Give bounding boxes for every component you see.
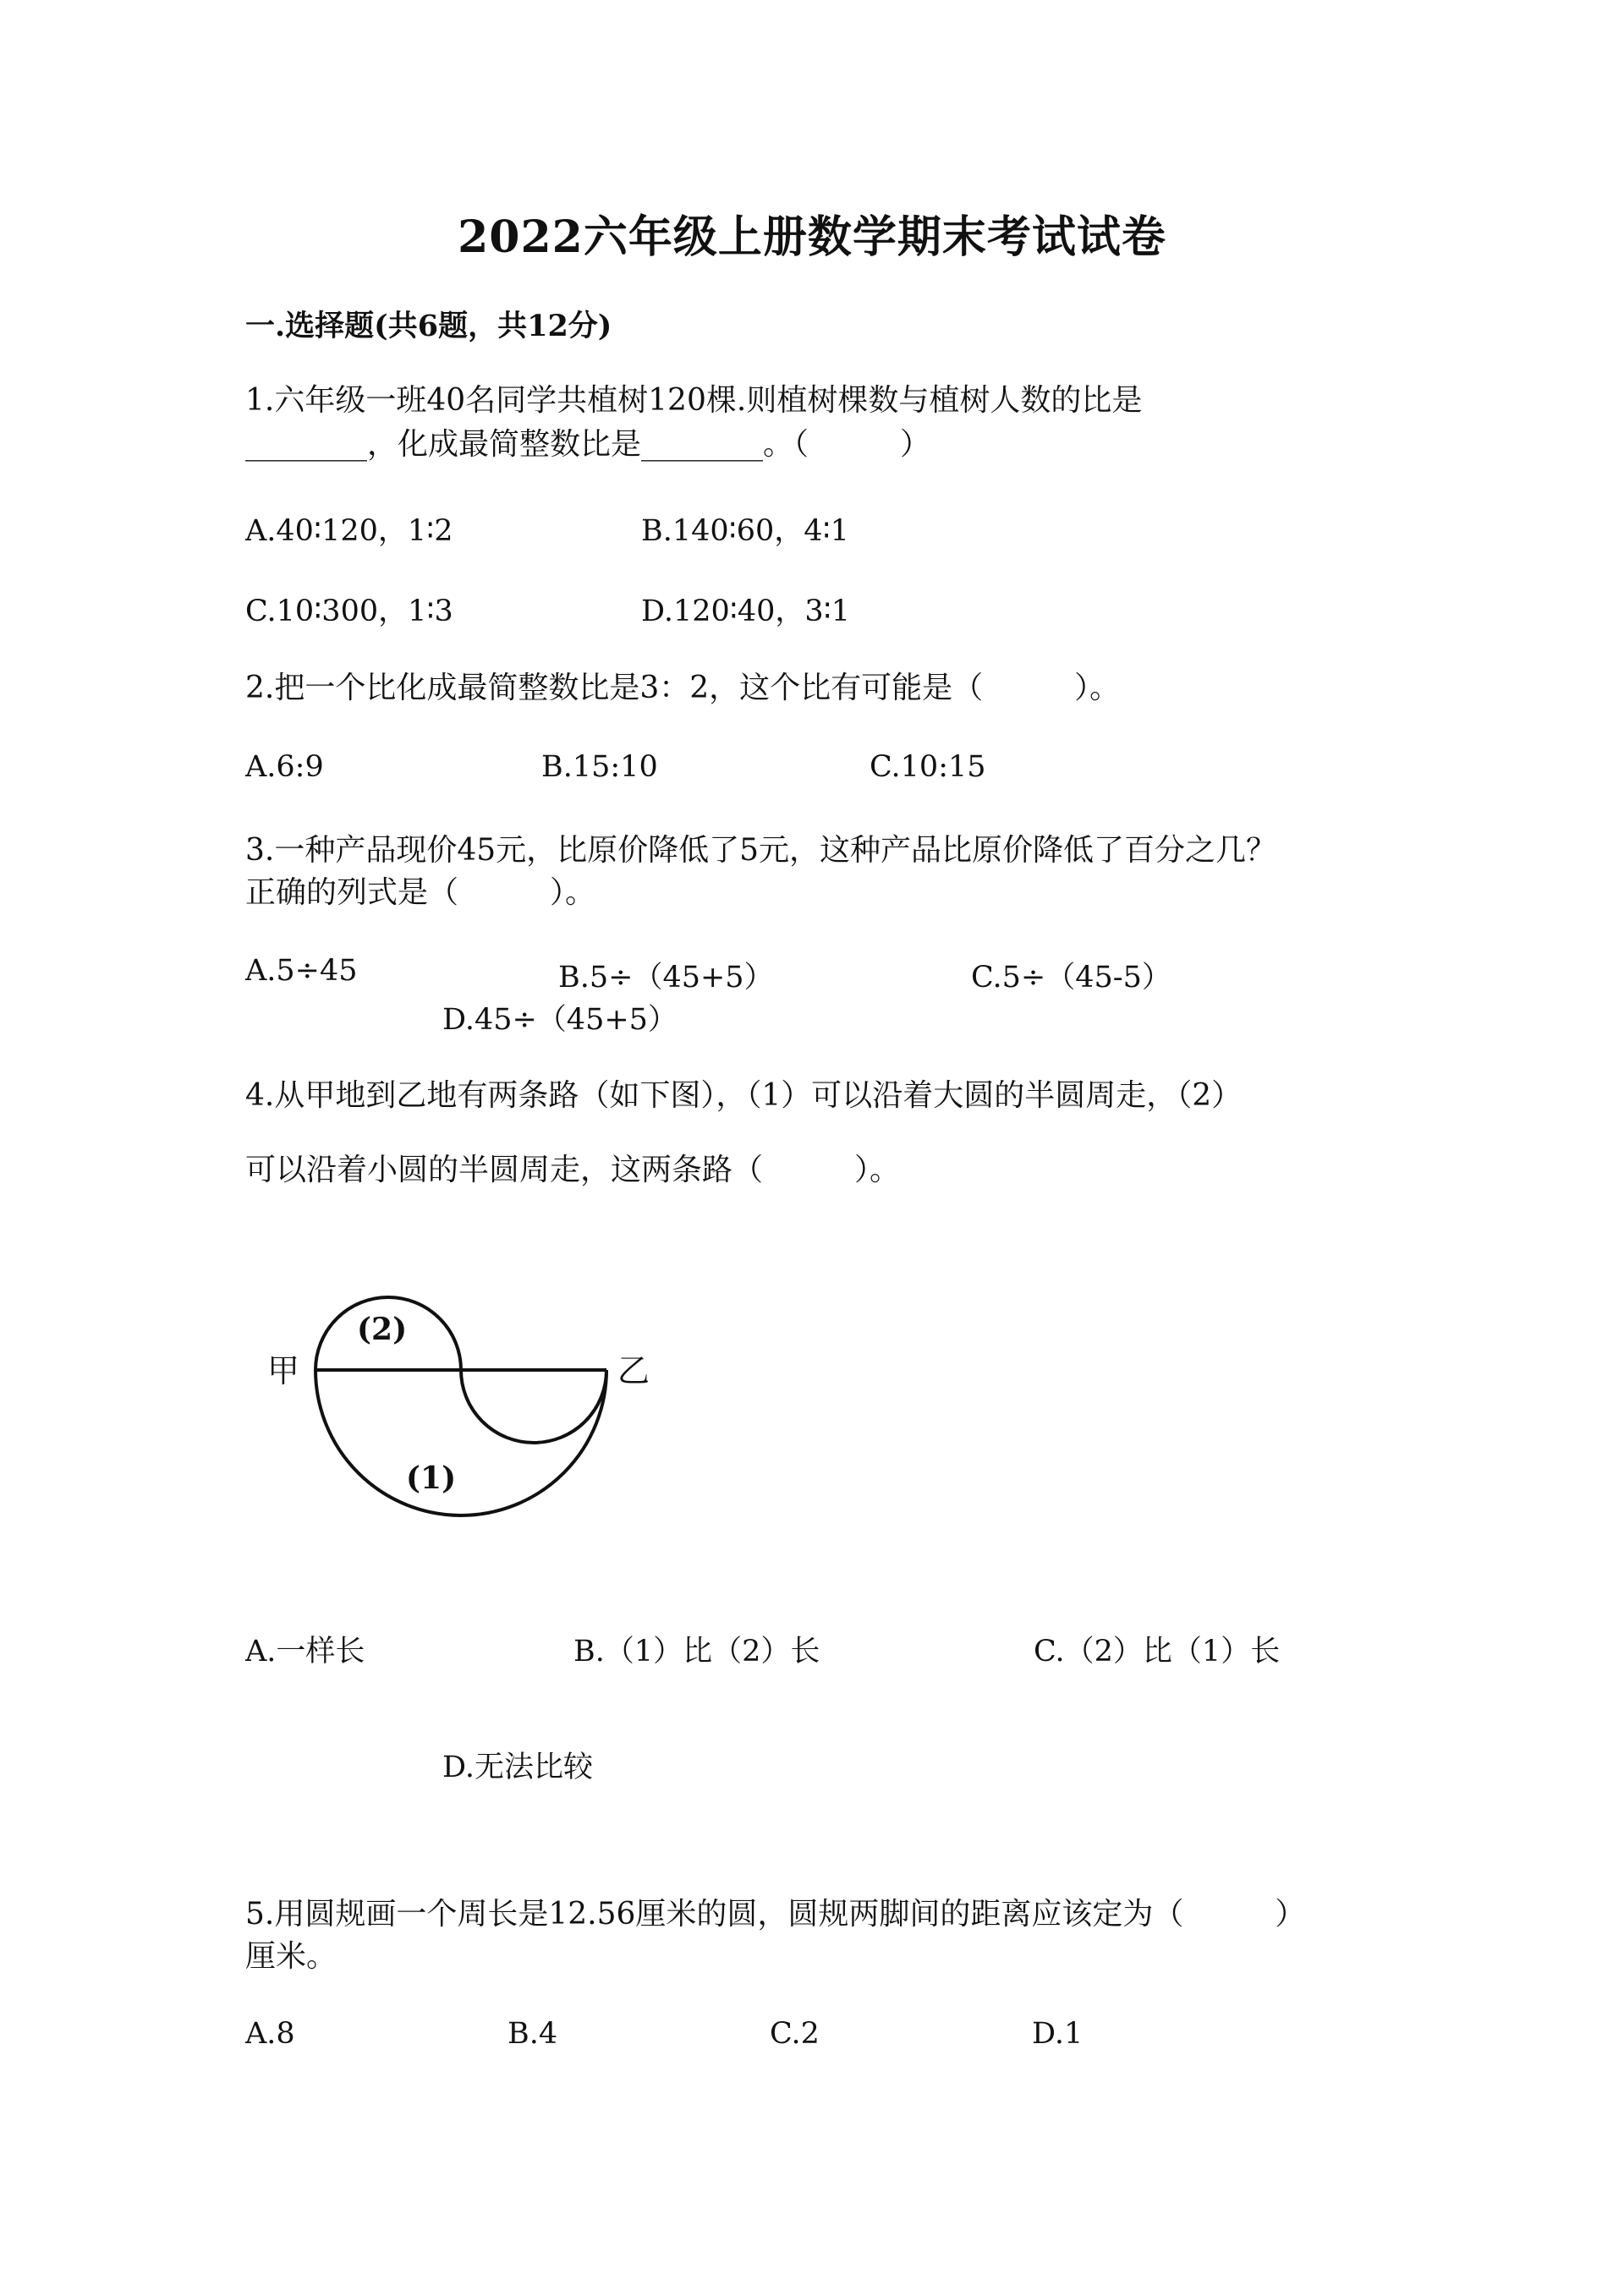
question-3-line-1: 3.一种产品现价45元，比原价降低了5元，这种产品比原价降低了百分之几？	[245, 833, 1277, 868]
question-3-option-c: C.5÷（45-5）	[971, 961, 1171, 995]
section-heading: 一.选择题(共6题，共12分)	[245, 309, 612, 343]
question-2-option-b: B.15:10	[541, 750, 658, 784]
question-4-line-1: 4.从甲地到乙地有两条路（如下图），（1）可以沿着大圆的半圆周走，（2）	[245, 1078, 1243, 1113]
question-5-option-b: B.4	[508, 2017, 558, 2051]
question-4-option-c: C.（2）比（1）长	[1034, 1635, 1281, 1669]
question-2-option-c: C.10:15	[870, 750, 986, 784]
question-4-option-a: A.一样长	[245, 1635, 365, 1669]
question-2-line-1: 2.把一个比化成最简整数比是3：2，这个比有可能是（ ）。	[245, 671, 1121, 705]
question-4-line-2: 可以沿着小圆的半圆周走，这两条路（ ）。	[245, 1153, 901, 1187]
question-5-option-c: C.2	[770, 2017, 820, 2051]
question-1-line-1: 1.六年级一班40名同学共植树120棵.则植树棵数与植树人数的比是	[245, 383, 1143, 418]
question-3-option-d: D.45÷（45+5）	[442, 1003, 678, 1037]
question-3-option-a: A.5÷45	[245, 954, 358, 988]
question-1-option-b: B.140∶60，4∶1	[641, 514, 849, 548]
small-semicircle-lower-right	[461, 1370, 606, 1443]
question-4-option-d: D.无法比较	[442, 1751, 593, 1784]
question-1-option-a: A.40∶120，1∶2	[245, 514, 453, 548]
question-4-option-b: B.（1）比（2）长	[573, 1635, 820, 1669]
question-3-option-b: B.5÷（45+5）	[558, 961, 774, 995]
large-semicircle-lower	[315, 1370, 606, 1515]
question-5-line-1: 5.用圆规画一个周长是12.56厘米的圆，圆规两脚间的距离应该定为（ ）	[245, 1897, 1306, 1932]
question-5-option-d: D.1	[1032, 2017, 1084, 2051]
question-1-line-2: ________，化成最简整数比是________。（ ）	[245, 427, 931, 462]
question-5-line-2: 厘米。	[245, 1939, 337, 1974]
question-5-option-a: A.8	[245, 2017, 295, 2051]
label-path-2: (2)	[357, 1312, 408, 1347]
label-end-yi: 乙	[617, 1352, 650, 1389]
question-1-option-d: D.120∶40，3∶1	[641, 595, 851, 628]
question-3-line-2: 正确的列式是（ ）。	[245, 875, 596, 910]
two-paths-semicircle-figure	[245, 1269, 685, 1556]
page-title: 2022六年级上册数学期末考试试卷	[458, 211, 1166, 263]
label-path-1: (1)	[406, 1460, 457, 1496]
question-2-option-a: A.6:9	[245, 750, 324, 784]
question-1-option-c: C.10∶300，1∶3	[245, 595, 453, 628]
label-start-jia: 甲	[267, 1352, 300, 1389]
